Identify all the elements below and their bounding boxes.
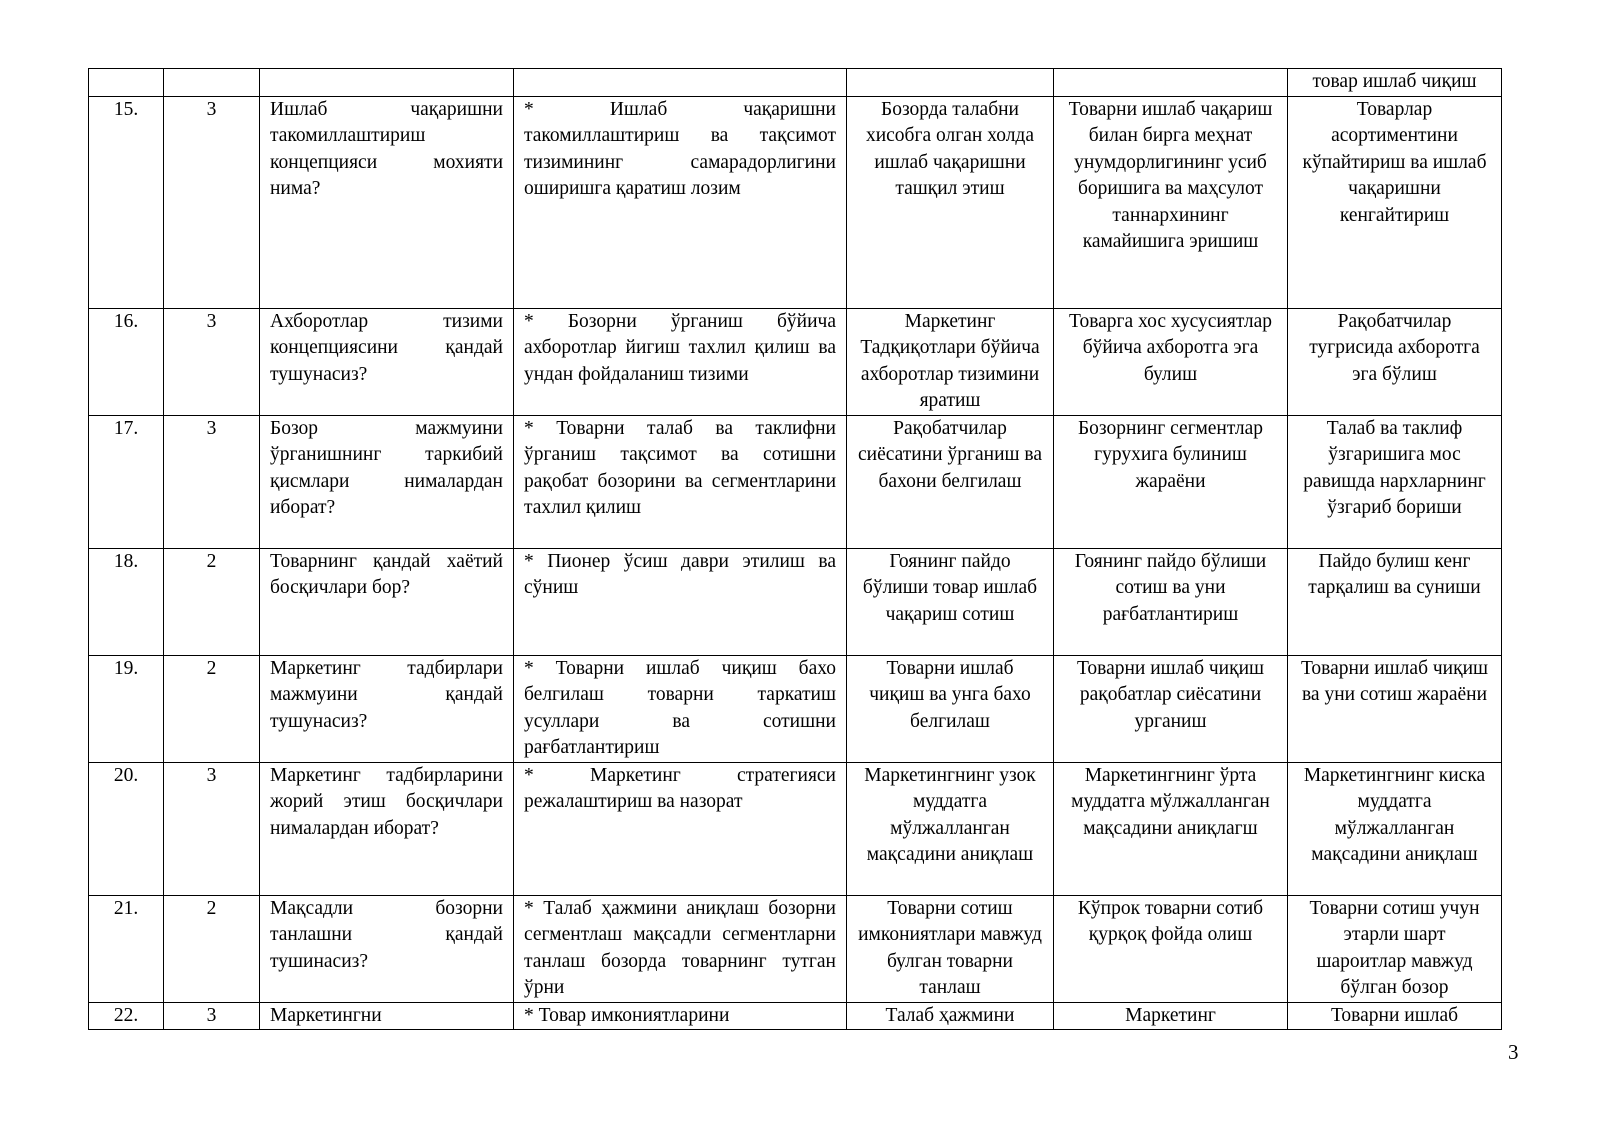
cell-number: 21.: [89, 895, 164, 1002]
cell-points: 2: [164, 548, 260, 655]
cell-answer: * Товарни талаб ва таклифни ўрганиш тақсимот ва сотишни рақобат бозорини ва сегментларини тахлил қилиш: [514, 415, 847, 548]
cell-points: 3: [164, 308, 260, 415]
cell-question: Мақсадли бозорни танлашни қандай тушинасиз?: [260, 895, 514, 1002]
table-row: [89, 548, 1502, 655]
cell-answer: * Товар имкониятларини: [514, 1002, 847, 1030]
cell-option-a: Товарни сотиш имкониятлари мавжуд булган товарни танлаш: [847, 895, 1054, 1002]
cell-option-a: Бозорда талабни хисобга олган холда ишлаб чақаришни ташқил этиш: [847, 96, 1054, 308]
cell-question: Бозор мажмуини ўрганишнинг таркибий қисмлари нималардан иборат?: [260, 415, 514, 548]
cell-points: 3: [164, 762, 260, 895]
table-row: [89, 415, 1502, 548]
cell-option-a: Талаб ҳажмини: [847, 1002, 1054, 1030]
cell-answer: * Маркетинг стратегияси режалаштириш ва назорат: [514, 762, 847, 895]
cell-number: 15.: [89, 96, 164, 308]
cell-option-b: Товарни ишлаб чақариш билан бирга меҳнат унумдорлигининг усиб боришига ва маҳсулот таннархининг камайишига эришиш: [1054, 96, 1288, 308]
cell-question: Товарнинг қандай хаётий босқичлари бор?: [260, 548, 514, 655]
cell-option-c: Талаб ва таклиф ўзгаришига мос равишда нархларнинг ўзгариб бориши: [1288, 415, 1502, 548]
cell-question: Маркетингни: [260, 1002, 514, 1030]
cell-option-c: Товарни ишлаб чиқиш ва уни сотиш жараёни: [1288, 655, 1502, 762]
cell-option-c: Рақобатчилар тугрисида ахборотга эга бўлиш: [1288, 308, 1502, 415]
cell-option-b: Маркетинг: [1054, 1002, 1288, 1030]
table-row: [89, 308, 1502, 415]
cell-option-c: Пайдо булиш кенг тарқалиш ва суниши: [1288, 548, 1502, 655]
cell-option-b: Бозорнинг сегментлар гурухига булиниш жараёни: [1054, 415, 1288, 548]
cell-question: Ахборотлар тизими концепциясини қандай тушунасиз?: [260, 308, 514, 415]
cell-option-a: [847, 69, 1054, 97]
page-number: 3: [1508, 1040, 1519, 1064]
cell-option-c: Товарлар асортиментини кўпайтириш ва ишлаб чақаришни кенгайтириш: [1288, 96, 1502, 308]
table-row: [89, 895, 1502, 1002]
cell-option-a: Гоянинг пайдо бўлиши товар ишлаб чақариш сотиш: [847, 548, 1054, 655]
cell-answer: * Бозорни ўрганиш бўйича ахборотлар йигиш тахлил қилиш ва ундан фойдаланиш тизими: [514, 308, 847, 415]
cell-option-b: [1054, 69, 1288, 97]
cell-number: 16.: [89, 308, 164, 415]
cell-number: 22.: [89, 1002, 164, 1030]
cell-answer: * Ишлаб чақаришни такомиллаштириш ва тақсимот тизимининг самарадорлигини оширишга қаратиш лозим: [514, 96, 847, 308]
cell-question: [260, 69, 514, 97]
cell-points: 2: [164, 895, 260, 1002]
table-row: [89, 1002, 1502, 1030]
cell-points: 3: [164, 415, 260, 548]
cell-option-a: Рақобатчилар сиёсатини ўрганиш ва бахони белгилаш: [847, 415, 1054, 548]
cell-question: Маркетинг тадбирлари мажмуини қандай тушунасиз?: [260, 655, 514, 762]
cell-number: 18.: [89, 548, 164, 655]
cell-option-b: Кўпрок товарни сотиб қурқоқ фойда олиш: [1054, 895, 1288, 1002]
cell-answer: * Товарни ишлаб чиқиш бахо белгилаш товарни таркатиш усуллари ва сотишни рағбатлантириш: [514, 655, 847, 762]
cell-number: 17.: [89, 415, 164, 548]
cell-option-b: Гоянинг пайдо бўлиши сотиш ва уни рағбатлантириш: [1054, 548, 1288, 655]
table-row: [89, 96, 1502, 308]
cell-option-a: Маркетинг Тадқиқотлари бўйича ахборотлар тизимини яратиш: [847, 308, 1054, 415]
cell-option-b: Маркетингнинг ўрта муддатга мўлжалланган мақсадини аниқлагш: [1054, 762, 1288, 895]
cell-question: Маркетинг тадбирларини жорий этиш босқичлари нималардан иборат?: [260, 762, 514, 895]
cell-answer: [514, 69, 847, 97]
cell-option-a: Маркетингнинг узок муддатга мўлжалланган мақсадини аниқлаш: [847, 762, 1054, 895]
cell-number: 20.: [89, 762, 164, 895]
cell-option-c: Товарни сотиш учун этарли шарт шароитлар мавжуд бўлган бозор: [1288, 895, 1502, 1002]
cell-answer: * Талаб ҳажмини аниқлаш бозорни сегментлаш мақсадли сегментларни танлаш бозорда товарнинг тутган ўрни: [514, 895, 847, 1002]
test-questions-table: [88, 68, 1502, 1030]
cell-option-c: Товарни ишлаб: [1288, 1002, 1502, 1030]
cell-question: Ишлаб чақаришни такомиллаштириш концепцияси мохияти нима?: [260, 96, 514, 308]
cell-number: [89, 69, 164, 97]
cell-answer: * Пионер ўсиш даври этилиш ва сўниш: [514, 548, 847, 655]
cell-option-a: Товарни ишлаб чиқиш ва унга бахо белгилаш: [847, 655, 1054, 762]
cell-option-b: Товарни ишлаб чиқиш рақобатлар сиёсатини урганиш: [1054, 655, 1288, 762]
cell-points: 2: [164, 655, 260, 762]
cell-option-b: Товарга хос хусусиятлар бўйича ахборотга эга булиш: [1054, 308, 1288, 415]
cell-number: 19.: [89, 655, 164, 762]
cell-option-c: Маркетингнинг киска муддатга мўлжалланган мақсадини аниқлаш: [1288, 762, 1502, 895]
table-row: [89, 762, 1502, 895]
table-row: [89, 655, 1502, 762]
cell-option-c: товар ишлаб чиқиш: [1288, 69, 1502, 97]
cell-points: [164, 69, 260, 97]
table-row-continuation: [89, 69, 1502, 97]
cell-points: 3: [164, 96, 260, 308]
cell-points: 3: [164, 1002, 260, 1030]
